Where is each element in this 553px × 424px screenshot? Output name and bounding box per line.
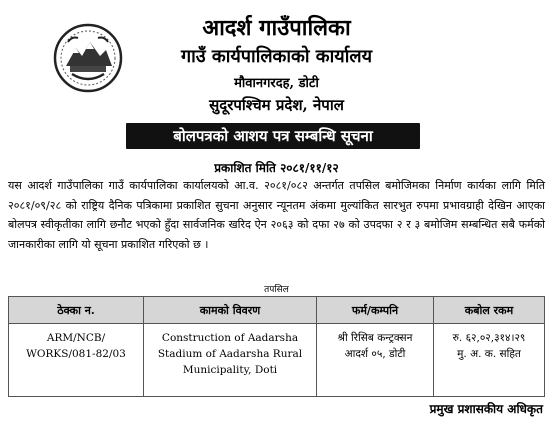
col-firm: फर्म/कम्पनि (317, 297, 434, 324)
province-name: सुदूरपश्चिम प्रदेश, नेपाल (209, 96, 344, 114)
col-contract-no: ठेक्का न. (9, 297, 144, 324)
table-caption: तपसिल (264, 285, 289, 295)
notice-title-banner: बोलपत्रको आशय पत्र सम्बन्धि सूचना (126, 123, 420, 149)
col-amount: कबोल रकम (434, 297, 545, 324)
office-address: मौवानगरदह, डोटी (234, 76, 319, 91)
cell-firm: श्री रिसिब कन्ट्रक्सन आदर्श ०५, डोटी (317, 324, 434, 397)
notice-body: यस आदर्श गाउँपालिका गाउँ कार्यपालिका कार्यालयको आ.व. २०८१/०८२ अन्तर्गत तपसिल बमोजिमका निर्माण कार्यका लागि मिति २०८१/०९/२८ को राष्ट्रिय दैनिक पत्रिकामा प्रकाशित सुचना अनुसार न्यूनतम अंकमा मुल्यांकित सारभुत रुपमा प्रभावग्राही देखिन आएका बोलपत्र स्वीकृतीका लागि छनौट भएको हुँदा सार्वजनिक खरिद ऐन २०६३ को दफा २७ को उपदफा २ र ३ बमोजिम सम्बन्धित सबै फर्मको जानकारीका लागि यो सूचना प्रकाशित गरिएको छ । (8, 179, 545, 251)
office-name: गाउँ कार्यपालिकाको कार्यालय (180, 46, 373, 67)
published-date: प्रकाशित मिति २०८१/११/१२ (214, 161, 339, 175)
cell-description: Construction of Aadarsha Stadium of Aadarsha Rural Municipality, Doti (144, 324, 317, 397)
org-name: आदर्श गाउँपालिका (202, 15, 351, 41)
cell-amount: रु. ६२,०२,३१४।२९ मु. अ. क. सहित (434, 324, 545, 397)
table-row (9, 324, 545, 397)
col-description: कामको विवरण (144, 297, 317, 324)
signatory: प्रमुख प्रशासकीय अधिकृत (429, 402, 543, 416)
table-header-row (9, 297, 545, 324)
contract-table (8, 296, 545, 397)
cell-contract-no: ARM/NCB/ WORKS/081-82/03 (9, 324, 144, 397)
